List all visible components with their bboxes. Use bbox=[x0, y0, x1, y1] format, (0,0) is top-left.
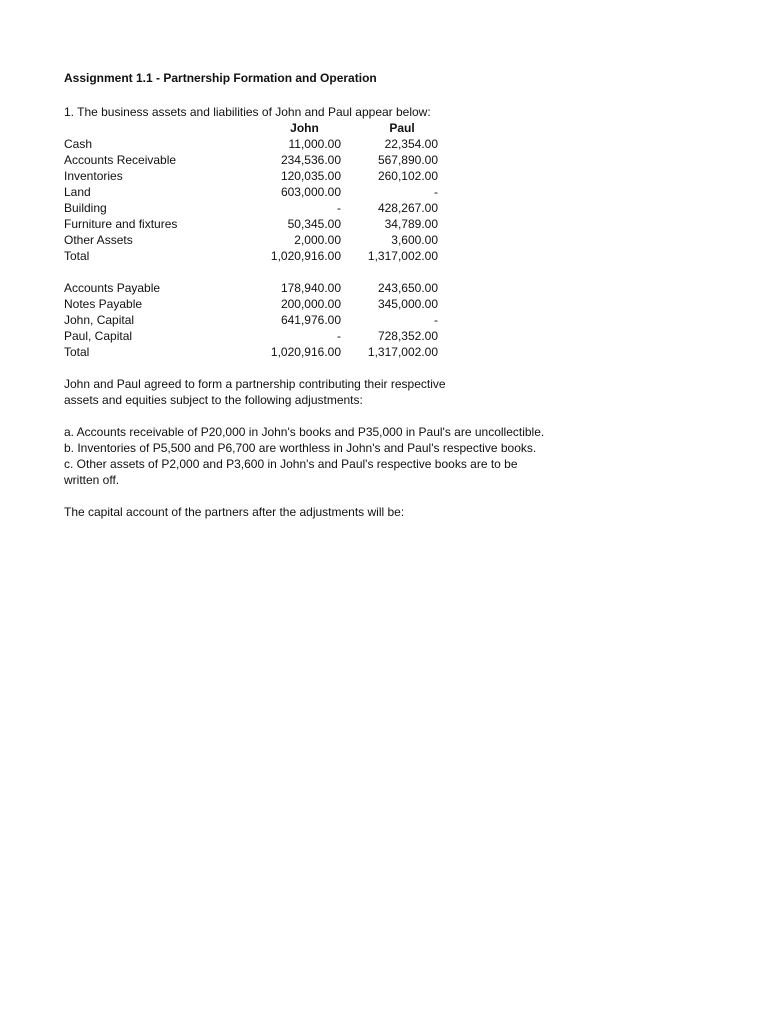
table-row bbox=[64, 232, 438, 248]
table-row bbox=[64, 312, 438, 328]
row-label: Land bbox=[64, 185, 91, 199]
john-value: 200,000.00 bbox=[280, 297, 341, 311]
paul-value: - bbox=[434, 185, 438, 199]
agreement-line: John and Paul agreed to form a partnership contributing their respective bbox=[64, 377, 446, 391]
row-label: Other Assets bbox=[64, 233, 133, 247]
table-row bbox=[64, 152, 438, 168]
agreement-paragraph bbox=[64, 376, 704, 408]
paul-value: 260,102.00 bbox=[377, 169, 438, 183]
paul-value: 1,317,002.00 bbox=[367, 249, 438, 263]
john-value: 50,345.00 bbox=[287, 217, 341, 231]
table-row bbox=[64, 168, 438, 184]
john-value: 603,000.00 bbox=[280, 185, 341, 199]
paul-value: 22,354.00 bbox=[384, 137, 438, 151]
john-value: 120,035.00 bbox=[280, 169, 341, 183]
row-label: Cash bbox=[64, 137, 93, 151]
john-value: 234,536.00 bbox=[280, 153, 341, 167]
table-row bbox=[64, 280, 438, 296]
paul-value: 243,650.00 bbox=[377, 281, 438, 295]
row-label: Furniture and fixtures bbox=[64, 217, 178, 231]
row-label: Total bbox=[64, 249, 90, 263]
row-label: Total bbox=[64, 345, 90, 359]
paul-value: 345,000.00 bbox=[377, 297, 438, 311]
paul-value: 1,317,002.00 bbox=[367, 345, 438, 359]
assets-total-row bbox=[64, 248, 438, 264]
table-row bbox=[64, 184, 438, 200]
agreement-line: assets and equities subject to the following adjustments: bbox=[64, 393, 363, 407]
assets-section bbox=[64, 136, 438, 280]
adjustment-item-continuation: written off. bbox=[64, 473, 120, 487]
assignment-number: Assignment 1.1 bbox=[64, 71, 153, 85]
paul-value: 728,352.00 bbox=[377, 329, 438, 343]
table-row bbox=[64, 136, 438, 152]
table-header-row bbox=[64, 120, 438, 136]
liabilities-total-row bbox=[64, 344, 438, 360]
john-value: 2,000.00 bbox=[294, 233, 341, 247]
conclusion-text: The capital account of the partners after the adjustments will be: bbox=[64, 505, 405, 519]
paul-value: 34,789.00 bbox=[384, 217, 438, 231]
row-label: Building bbox=[64, 201, 107, 215]
column-header-john: John bbox=[290, 121, 319, 135]
table-row bbox=[64, 216, 438, 232]
john-value: - bbox=[337, 329, 341, 343]
john-value: 11,000.00 bbox=[288, 137, 341, 151]
assignment-title bbox=[64, 70, 704, 86]
column-header-paul: Paul bbox=[389, 121, 415, 135]
table-row bbox=[64, 296, 438, 312]
john-value: 178,940.00 bbox=[280, 281, 341, 295]
question-text: 1. The business assets and liabilities of John and Paul appear below: bbox=[64, 105, 431, 119]
liabilities-section bbox=[64, 280, 438, 360]
paul-value: - bbox=[434, 313, 438, 327]
john-value: 1,020,916.00 bbox=[270, 345, 341, 359]
document-page bbox=[64, 70, 704, 520]
paul-value: 567,890.00 bbox=[377, 153, 438, 167]
row-label: Paul, Capital bbox=[64, 329, 133, 343]
john-value: - bbox=[337, 201, 341, 215]
adjustment-item: b. Inventories of P5,500 and P6,700 are worthless in John's and Paul's respective books. bbox=[64, 441, 537, 455]
paul-value: 3,600.00 bbox=[391, 233, 438, 247]
row-label: Notes Payable bbox=[64, 297, 143, 311]
adjustments-list bbox=[64, 424, 704, 488]
adjustment-item: a. Accounts receivable of P20,000 in John's books and P35,000 in Paul's are uncollectible. bbox=[64, 425, 545, 439]
row-label: Accounts Payable bbox=[64, 281, 161, 295]
row-label: John, Capital bbox=[64, 313, 135, 327]
john-value: 1,020,916.00 bbox=[270, 249, 341, 263]
row-label: Inventories bbox=[64, 169, 123, 183]
row-label: Accounts Receivable bbox=[64, 153, 177, 167]
table-row bbox=[64, 200, 438, 216]
table-row bbox=[64, 328, 438, 344]
adjustment-item: c. Other assets of P2,000 and P3,600 in John's and Paul's respective books are to be bbox=[64, 457, 518, 471]
john-value: 641,976.00 bbox=[280, 313, 341, 327]
assignment-subtitle: - Partnership Formation and Operation bbox=[152, 71, 377, 85]
paul-value: 428,267.00 bbox=[377, 201, 438, 215]
balance-sheet-table bbox=[64, 120, 438, 360]
blank-row bbox=[64, 264, 438, 280]
